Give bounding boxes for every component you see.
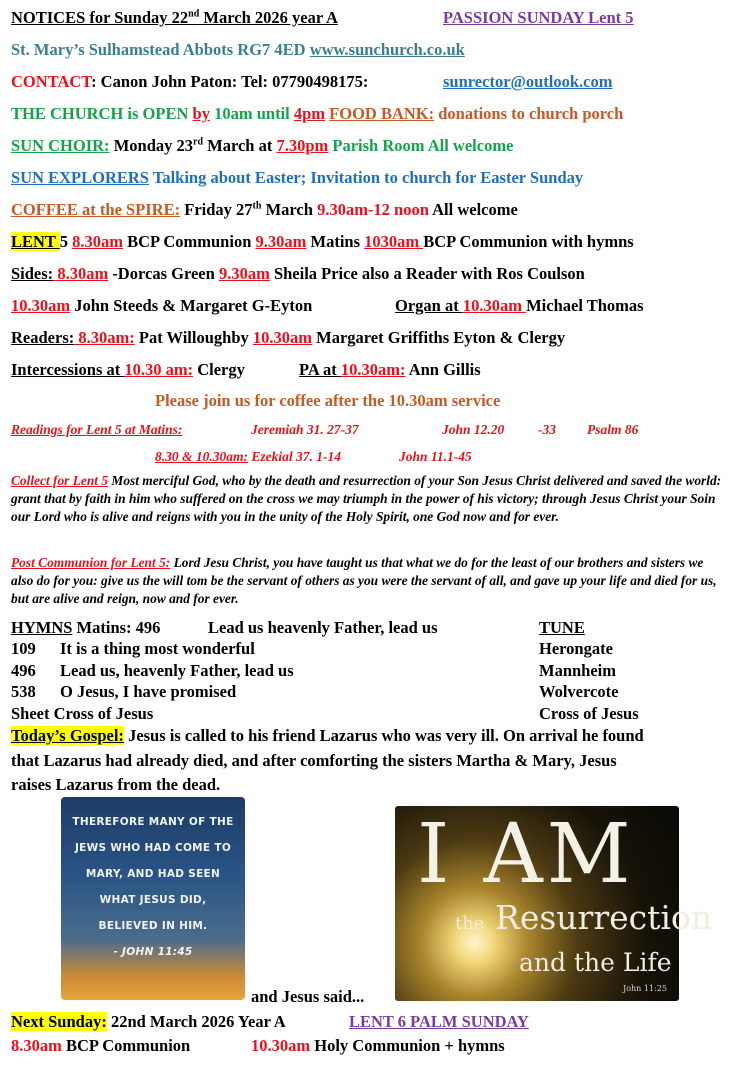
- post-communion-paragraph: Post Communion for Lent 5: Lord Jesu Christ, you have taught us that what we do for the least of our brothers and sisters we also do for you: give us the will tom be the servant of others as you were the servant of all, and gave up your life and died for us, but are alive and reign, now and for ever.: [11, 555, 717, 606]
- next-services-line-2: 10.30am Holy Communion + hymns: [251, 1036, 505, 1055]
- readings-line-2: 8.30 & 10.30am: Ezekial 37. 1-14: [155, 449, 341, 464]
- next-sunday-line: Next Sunday: 22nd March 2026 Year A: [11, 1012, 286, 1031]
- choir-line: SUN CHOIR: Monday 23rd March at 7.30pm Parish Room All welcome: [11, 136, 514, 155]
- readers-line: Readers: 8.30am: Pat Willoughby 10.30am Margaret Griffiths Eyton & Clergy: [11, 328, 566, 347]
- notices-heading: [11, 8, 338, 28]
- readings-label: Readings for Lent 5 at Matins:: [11, 422, 183, 437]
- pa-line: PA at 10.30am: Ann Gillis: [299, 360, 481, 379]
- sides-line: Sides: 8.30am -Dorcas Green 9.30am Sheila Price also a Reader with Ros Coulson: [11, 264, 585, 283]
- collect-paragraph: Collect for Lent 5 Most merciful God, who by the death and resurrection of your Son Jesus Christ delivered and saved the world: grant that by faith in him who suffered on the cross we may triumph in the power of his victory; through Jesus Christ your Soin our Lord who is alive and reigns with you in the unity of the Holy Spirit, one God now and for ever.: [11, 473, 722, 524]
- contact-line: CONTACT: Canon John Paton: Tel: 07790498175:: [11, 72, 369, 91]
- and-jesus-said: and Jesus said...: [251, 987, 365, 1006]
- reading-1: Jeremiah 31. 27-37: [251, 422, 359, 437]
- intercessions-line: Intercessions at 10.30 am: Clergy: [11, 360, 245, 379]
- gospel-line-2: that Lazarus had already died, and after comforting the sisters Martha & Mary, Jesus: [11, 751, 617, 770]
- sunday-title: PASSION SUNDAY Lent 5: [443, 8, 634, 27]
- next-services-line: 8.30am BCP Communion: [11, 1036, 191, 1055]
- gospel-line-3: raises Lazarus from the dead.: [11, 775, 221, 794]
- scripture-image-john-11-45: THEREFORE MANY OF THE JEWS WHO HAD COME TO MARY, AND HAD SEEN WHAT JESUS DID, BELIEVED IN HIM. - JOHN 11:45: [61, 797, 245, 1000]
- coffee-line: COFFEE at the SPIRE: Friday 27th March 9.30am-12 noon All welcome: [11, 200, 518, 219]
- lent-services-line: LENT 5 8.30am BCP Communion 9.30am Matins 1030am BCP Communion with hymns: [11, 232, 634, 251]
- notices-date: NOTICES for Sunday 22nd March 2026 year A: [11, 8, 338, 27]
- organ-line: Organ at 10.30am Michael Thomas: [395, 296, 644, 315]
- reading-psalm: Psalm 86: [587, 422, 639, 437]
- sides-line-2: 10.30am John Steeds & Margaret G-Eyton: [11, 296, 313, 315]
- website-link[interactable]: www.sunchurch.co.uk: [309, 40, 465, 59]
- reading-3: -33: [538, 422, 556, 437]
- reading-gospel: John 11.1-45: [399, 449, 472, 464]
- next-sunday-title: LENT 6 PALM SUNDAY: [349, 1012, 529, 1031]
- church-address: St. Mary’s Sulhamstead Abbots RG7 4ED www.sunchurch.co.uk: [11, 40, 465, 59]
- explorers-line: SUN EXPLORERS Talking about Easter; Invitation to church for Easter Sunday: [11, 168, 584, 187]
- gospel-line-1: Today’s Gospel: Jesus is called to his friend Lazarus who was very ill. On arrival he found: [11, 726, 644, 745]
- church-open-line: THE CHURCH is OPEN by 10am until 4pm FOOD BANK: donations to church porch: [11, 104, 624, 123]
- email-link[interactable]: sunrector@outlook.com: [443, 72, 613, 91]
- i-am-resurrection-image: I AM the Resurrection and the Life John 11:25: [395, 806, 679, 1001]
- coffee-note: Please join us for coffee after the 10.30am service: [155, 391, 501, 410]
- reading-2: John 12.20: [442, 422, 505, 437]
